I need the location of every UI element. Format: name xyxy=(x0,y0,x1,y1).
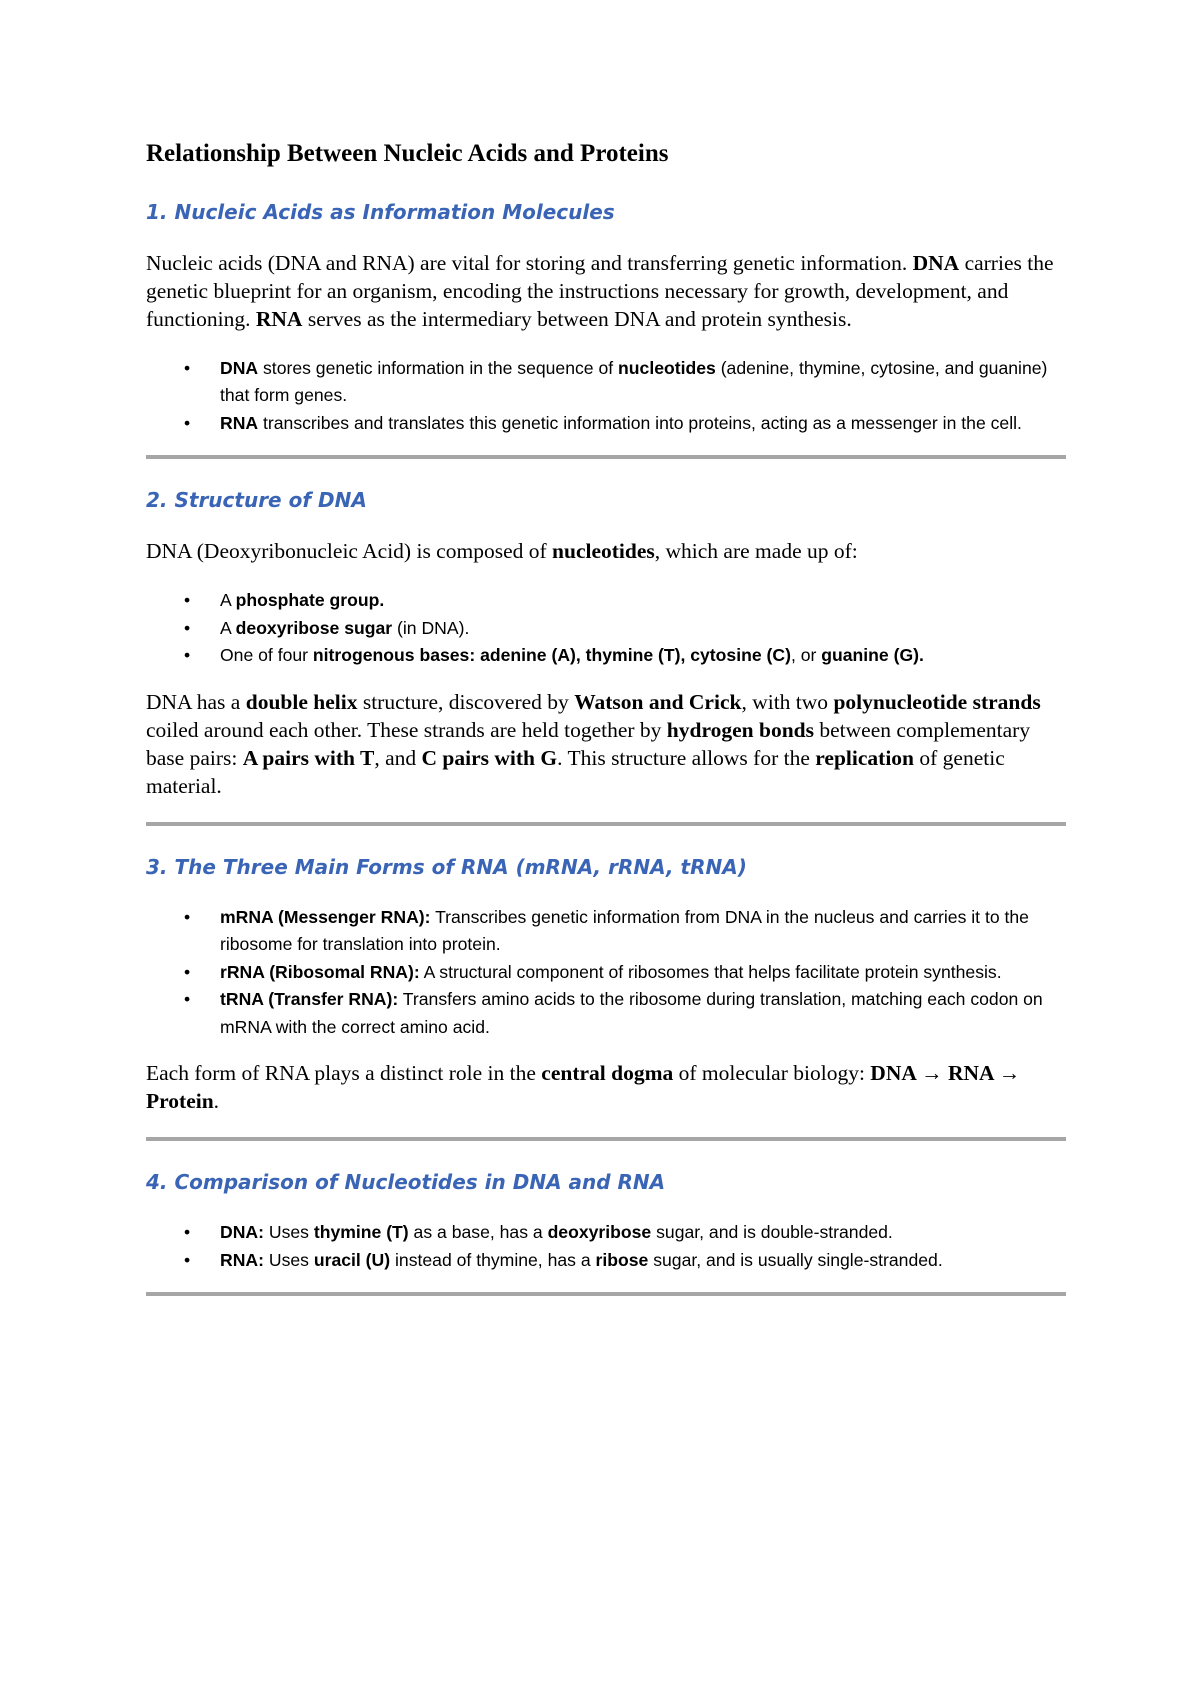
text-run: DNA (Deoxyribonucleic Acid) is composed of xyxy=(146,539,553,563)
text-run: between complementary base pairs: xyxy=(146,717,1031,770)
bold-term: deoxyribose sugar xyxy=(235,617,393,638)
section-heading-dna-structure: 2. Structure of DNA xyxy=(146,488,367,512)
text-run: A xyxy=(220,617,236,638)
document-title: Relationship Between Nucleic Acids and Proteins xyxy=(146,140,669,167)
section-divider xyxy=(146,822,1066,826)
text-run: carries the genetic blueprint for an organism, encoding the instructions necessary for growth, development, and functioning. xyxy=(146,250,1054,331)
bullet-icon: • xyxy=(184,617,191,638)
text-run: Transfers amino acids to the ribosome during translation, matching each codon on mRNA with the correct amino acid. xyxy=(220,989,1043,1037)
text-run: as a base, has a xyxy=(408,1222,548,1242)
bullet-icon: • xyxy=(184,645,191,665)
bold-term: C pairs with G xyxy=(421,745,558,770)
bold-term: DNA xyxy=(912,250,960,275)
bold-term: central dogma xyxy=(541,1061,674,1085)
text-run: sugar, and is double-stranded. xyxy=(651,1222,893,1242)
text-run: A structural component of ribosomes that helps facilitate protein synthesis. xyxy=(419,961,1002,982)
text-run: Transcribes genetic information from DNA in the nucleus and carries it to the ribosome for translation into protein. xyxy=(220,906,1029,954)
bold-term: nucleotides xyxy=(552,539,655,563)
bold-term: DNA xyxy=(220,357,259,378)
bullet-icon: • xyxy=(184,412,191,433)
text-run: (adenine, thymine, cytosine, and guanine) that form genes. xyxy=(220,357,1048,405)
text-run: stores genetic information in the sequence of xyxy=(258,357,619,378)
list-item xyxy=(146,642,1062,670)
text-run: A xyxy=(220,590,236,610)
section-divider xyxy=(146,1137,1066,1141)
section-heading-rna-forms: 3. The Three Main Forms of RNA (mRNA, rRNA, tRNA) xyxy=(146,854,747,879)
bullet-icon: • xyxy=(184,590,191,610)
text-run: . This structure allows for the xyxy=(557,745,816,770)
bullet-list xyxy=(146,355,1062,438)
bold-term: replication xyxy=(815,745,914,770)
bullet-list xyxy=(146,1219,1062,1274)
bold-term: ribose xyxy=(595,1249,649,1270)
list-item xyxy=(146,1219,1062,1247)
list-item xyxy=(146,986,1062,1041)
bold-term: RNA: xyxy=(220,1249,264,1270)
list-item xyxy=(146,615,1062,643)
bold-term: mRNA (Messenger RNA): xyxy=(220,906,431,927)
bold-term: Watson and Crick xyxy=(574,689,742,714)
bold-term: polynucleotide strands xyxy=(833,689,1041,714)
bold-term: tRNA (Transfer RNA): xyxy=(220,989,399,1009)
text-run: Nucleic acids (DNA and RNA) are vital for storing and transferring genetic information. xyxy=(146,250,913,275)
text-run: DNA has a xyxy=(146,689,246,714)
bold-term: A pairs with T xyxy=(242,745,375,770)
text-run: One of four xyxy=(220,645,313,665)
bold-term: thymine (T) xyxy=(313,1222,409,1242)
bold-term: double helix xyxy=(245,689,358,714)
list-item xyxy=(146,355,1062,410)
section-paragraph xyxy=(146,249,1062,333)
bullet-icon: • xyxy=(184,961,191,982)
document-page xyxy=(146,138,1062,1324)
text-run: Each form of RNA plays a distinct role in the xyxy=(146,1061,542,1085)
bold-term: DNA: xyxy=(220,1222,264,1242)
bold-term: hydrogen bonds xyxy=(666,717,814,742)
text-run: , which are made up of: xyxy=(654,539,858,563)
bullet-icon: • xyxy=(184,357,191,378)
section-heading-nucleic-acids: 1. Nucleic Acids as Information Molecules xyxy=(146,199,615,224)
text-run: of molecular biology: xyxy=(673,1061,871,1085)
bold-term: deoxyribose xyxy=(547,1222,652,1242)
bold-term: DNA → RNA → Protein xyxy=(146,1061,1021,1113)
text-run: , or xyxy=(790,645,822,665)
bold-term: RNA xyxy=(220,412,259,433)
text-run: , and xyxy=(374,745,422,770)
bold-term: guanine (G). xyxy=(821,645,924,665)
text-run: of genetic material. xyxy=(146,745,1005,798)
text-run: serves as the intermediary between DNA and protein synthesis. xyxy=(302,306,852,331)
text-run: sugar, and is usually single-stranded. xyxy=(648,1249,943,1270)
bullet-icon: • xyxy=(184,1249,191,1270)
bold-term: phosphate group. xyxy=(235,590,385,610)
bullet-list xyxy=(146,587,1062,670)
text-run: Uses xyxy=(263,1249,314,1270)
section-heading-nucleotide-comparison: 4. Comparison of Nucleotides in DNA and RNA xyxy=(146,1170,666,1194)
bold-term: uracil (U) xyxy=(313,1249,391,1270)
bold-term: RNA xyxy=(255,306,303,331)
bullet-icon: • xyxy=(184,989,191,1009)
text-run: Uses xyxy=(263,1222,314,1242)
text-run: structure, discovered by xyxy=(357,689,575,714)
section-paragraph xyxy=(146,688,1062,800)
list-item xyxy=(146,587,1062,615)
bold-term: rRNA (Ribosomal RNA): xyxy=(220,961,420,982)
list-item xyxy=(146,904,1062,959)
bold-term: nitrogenous bases: adenine (A), thymine (T), cytosine (C) xyxy=(312,645,791,665)
text-run: transcribes and translates this genetic information into proteins, acting as a messenger in the cell. xyxy=(258,412,1022,433)
bullet-icon: • xyxy=(184,906,191,927)
section-paragraph xyxy=(146,537,1062,565)
text-run: instead of thymine, has a xyxy=(390,1249,596,1270)
section-divider xyxy=(146,1292,1066,1296)
text-run: . xyxy=(213,1089,220,1113)
section-paragraph xyxy=(146,1059,1062,1115)
bullet-icon: • xyxy=(184,1222,191,1242)
text-run: , with two xyxy=(741,689,834,714)
text-run: coiled around each other. These strands are held together by xyxy=(146,717,667,742)
list-item xyxy=(146,1247,1062,1275)
list-item xyxy=(146,410,1062,438)
text-run: (in DNA). xyxy=(392,617,470,638)
section-divider xyxy=(146,455,1066,459)
list-item xyxy=(146,959,1062,987)
bullet-list xyxy=(146,904,1062,1042)
bold-term: nucleotides xyxy=(618,357,716,378)
